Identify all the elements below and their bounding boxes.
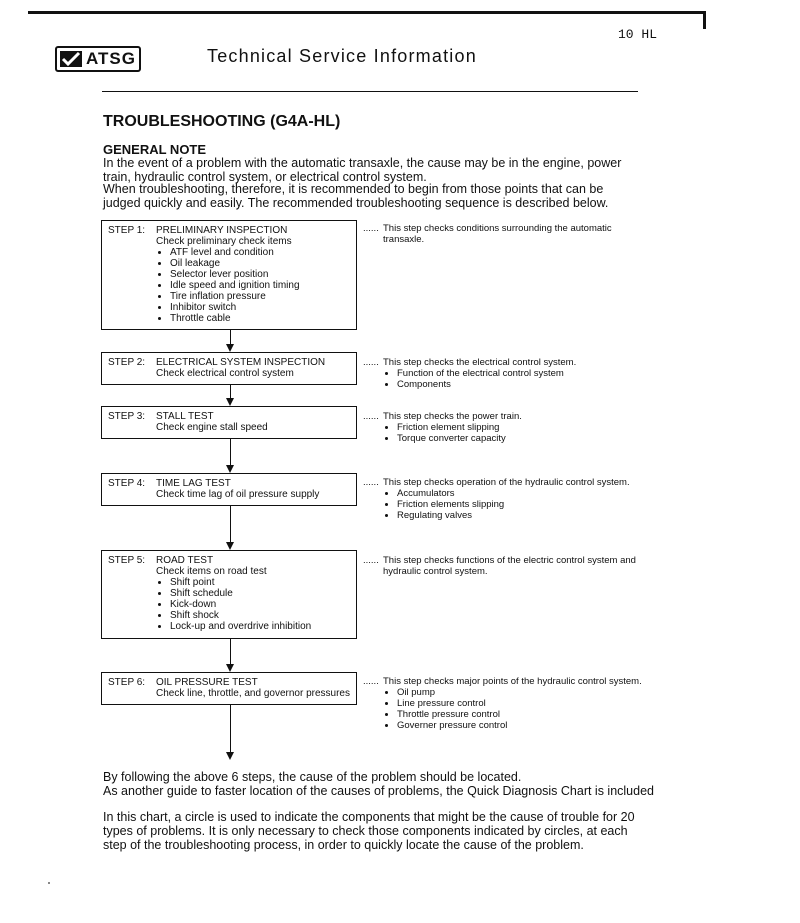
step-title: OIL PRESSURE TEST	[156, 677, 258, 688]
header-rule	[102, 91, 638, 92]
description-text: This step checks major points of the hydraulic control system.	[383, 676, 642, 687]
description-list	[383, 422, 643, 444]
arrow-down-icon	[226, 752, 234, 760]
step-box-4	[101, 473, 357, 506]
description-item: • Friction elements slipping	[397, 499, 643, 510]
description-list	[383, 368, 643, 390]
step-title: ELECTRICAL SYSTEM INSPECTION	[156, 357, 326, 368]
description-text: This step checks operation of the hydraulic control system.	[383, 477, 630, 488]
step-label: STEP 2:	[108, 357, 146, 368]
flow-connector	[230, 705, 231, 752]
step-subtitle: Check line, throttle, and governor pressures	[156, 688, 350, 699]
step-label: STEP 6:	[108, 677, 146, 688]
scan-speck	[48, 882, 50, 884]
general-note-para2: When troubleshooting, therefore, it is recommended to begin from those points that can be judged quickly and easily. The recommended troubleshooting sequence is described below.	[103, 182, 609, 210]
closing-paragraph: In this chart, a circle is used to indicate the components that might be the cause of trouble for 20 types of problems. It is only necessary to check those components indicated by circles, at each step of the troubleshooting process, in order to quickly locate the cause of the problem.	[103, 810, 635, 852]
doc-title: TROUBLESHOOTING (G4A-HL)	[103, 113, 341, 130]
step-title: STALL TEST	[156, 411, 214, 422]
top-border-corner	[703, 11, 706, 29]
general-note-para1: In the event of a problem with the automatic transaxle, the cause may be in the engine, power train, hydraulic control system, or electrical control system.	[103, 156, 622, 184]
description-text: This step checks functions of the electric control system and hydraulic control system.	[383, 555, 636, 577]
step-box-3	[101, 406, 357, 439]
step-description-1	[363, 223, 643, 245]
step-check-list	[156, 247, 350, 324]
description-text: This step checks conditions surrounding the automatic transaxle.	[383, 223, 612, 245]
atsg-logo	[55, 46, 141, 72]
step-check-list	[156, 577, 350, 632]
step-check-item: • Lock-up and overdrive inhibition	[170, 621, 350, 632]
arrow-down-icon	[226, 664, 234, 672]
step-box-5	[101, 550, 357, 639]
general-note-heading: GENERAL NOTE	[103, 142, 207, 157]
step-title: ROAD TEST	[156, 555, 214, 566]
leader-dots: ......	[363, 357, 379, 368]
step-check-item: • Tire inflation pressure	[170, 291, 350, 302]
checkmark-icon	[60, 51, 82, 67]
step-check-item: • ATF level and condition	[170, 247, 350, 258]
flow-connector	[230, 506, 231, 542]
description-item: • Regulating valves	[397, 510, 643, 521]
step-check-item: • Kick-down	[170, 599, 350, 610]
flow-connector	[230, 639, 231, 664]
logo-text: ATSG	[86, 49, 136, 68]
leader-dots: ......	[363, 411, 379, 422]
description-item: • Torque converter capacity	[397, 433, 643, 444]
step-box-1	[101, 220, 357, 330]
step-check-item: • Shift point	[170, 577, 350, 588]
arrow-down-icon	[226, 344, 234, 352]
description-item: • Throttle pressure control	[397, 709, 643, 720]
step-label: STEP 5:	[108, 555, 146, 566]
step-description-5	[363, 555, 643, 577]
description-text: This step checks the electrical control system.	[383, 357, 577, 368]
step-description-2	[363, 357, 643, 390]
description-item: • Line pressure control	[397, 698, 643, 709]
step-check-item: • Shift shock	[170, 610, 350, 621]
description-item: • Friction element slipping	[397, 422, 643, 433]
description-item: • Oil pump	[397, 687, 643, 698]
description-text: This step checks the power train.	[383, 411, 522, 422]
step-label: STEP 1:	[108, 225, 146, 236]
leader-dots: ......	[363, 477, 379, 488]
step-box-2	[101, 352, 357, 385]
arrow-down-icon	[226, 542, 234, 550]
page-number: 10 HL	[618, 27, 658, 42]
step-check-item: • Inhibitor switch	[170, 302, 350, 313]
step-check-item: • Selector lever position	[170, 269, 350, 280]
step-label: STEP 4:	[108, 478, 146, 489]
description-item: • Governer pressure control	[397, 720, 643, 731]
step-title: PRELIMINARY INSPECTION	[156, 225, 288, 236]
leader-dots: ......	[363, 555, 379, 566]
description-item: • Components	[397, 379, 643, 390]
flow-connector	[230, 330, 231, 344]
closing-line1: By following the above 6 steps, the cause of the problem should be located.	[103, 770, 522, 784]
arrow-down-icon	[226, 465, 234, 473]
step-description-4	[363, 477, 643, 521]
description-item: • Function of the electrical control system	[397, 368, 643, 379]
description-item: • Accumulators	[397, 488, 643, 499]
step-subtitle: Check engine stall speed	[156, 422, 268, 433]
leader-dots: ......	[363, 223, 379, 234]
step-description-6	[363, 676, 643, 731]
step-box-6	[101, 672, 357, 705]
step-check-item: • Throttle cable	[170, 313, 350, 324]
leader-dots: ......	[363, 676, 379, 687]
step-check-item: • Oil leakage	[170, 258, 350, 269]
step-subtitle: Check time lag of oil pressure supply	[156, 489, 320, 500]
step-subtitle: Check electrical control system	[156, 368, 294, 379]
top-border	[28, 11, 706, 14]
closing-line2: As another guide to faster location of the causes of problems, the Quick Diagnosis Chart is included	[103, 784, 654, 798]
step-check-item: • Shift schedule	[170, 588, 350, 599]
description-list	[383, 488, 643, 521]
flow-connector	[230, 385, 231, 398]
arrow-down-icon	[226, 398, 234, 406]
step-label: STEP 3:	[108, 411, 146, 422]
step-check-item: • Idle speed and ignition timing	[170, 280, 350, 291]
header-title: Technical Service Information	[207, 46, 477, 66]
step-description-3	[363, 411, 643, 444]
flow-connector	[230, 439, 231, 465]
step-subtitle: Check preliminary check items	[156, 236, 292, 247]
description-list	[383, 687, 643, 731]
step-subtitle: Check items on road test	[156, 566, 267, 577]
step-title: TIME LAG TEST	[156, 478, 231, 489]
